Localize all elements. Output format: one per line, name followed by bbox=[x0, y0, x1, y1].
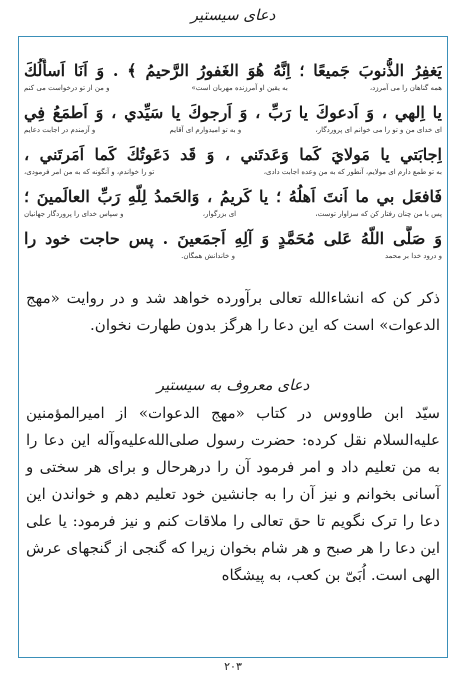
arabic-text: اِجابَتي يا مَولايَ كَما وَعَدتَني ، وَ قَد دَعَوتُكَ كَما اَمَرتَني ، bbox=[24, 145, 442, 164]
prayer-line bbox=[24, 226, 442, 266]
translation-part: به یقین او آمرزنده مهربان است» bbox=[191, 84, 288, 92]
translation-part: و به تو امیدوارم ای آقایم bbox=[169, 126, 242, 134]
arabic-text: يا اِلهي ، وَ اَدعوكَ يا رَبِّ ، وَ اَرجوكَ يا سَيِّدي ، وَ اَطمَعُ فِي bbox=[24, 103, 442, 122]
prayer-line bbox=[24, 184, 442, 224]
translation-row bbox=[24, 252, 442, 261]
translation-part: همه گناهان را می آمرزد، bbox=[369, 84, 442, 92]
paragraph-2: سیّد ابن طاووس در کتاب «مهج الدعوات» از امیرالمؤمنین علیه‌السلام نقل کرده: حضرت رسول صلی‌الله‌علیه‌وآله این دعا را به من تعلیم داد و امر فرمود آن را درهرحال و برای هر سختی و آسانی بخوانم و نیز آن را به جانشین خود تعلیم دهم و خواندن این دعا را ترک نگویم تا حق تعالی را ملاقات کنم و نیز فرمود: یا علی این دعا را هر صبح و هر شام بخوان زیرا که گنجی از گنجهای عرش الهی است. اُبَیّ بن کعب، به پیشگاه bbox=[26, 404, 440, 584]
paragraph-1: ذکر کن که انشاءالله تعالی برآورده خواهد شد و در روایت «مهج الدعوات» است که این دعا را هرگز بدون طهارت نخوان. bbox=[26, 289, 440, 334]
translation-part: و سپاس خدای را پروردگار جهانیان bbox=[24, 210, 124, 218]
page-number: ۲۰۳ bbox=[224, 660, 242, 673]
translation-part: و من از تو درخواست می کنم bbox=[24, 84, 110, 92]
prayer-line bbox=[24, 142, 442, 182]
translation-part: و درود خدا بر محمد bbox=[384, 252, 442, 260]
arabic-text: فَافعَل بي ما اَنتَ اَهلُهُ ؛ يا كَريمُ ، وَالحَمدُ لِلّهِ رَبِّ العالَمينَ ؛ bbox=[24, 187, 442, 206]
translation-part: به تو طمع دارم ای مولایم، آنطور که به من وعده اجابت دادی، bbox=[263, 168, 442, 176]
translation-row bbox=[24, 126, 442, 135]
prayer-line bbox=[24, 58, 442, 98]
translation-part: ای بزرگوار، bbox=[202, 210, 237, 218]
translation-part: و خاندانش همگان. bbox=[181, 252, 235, 260]
arabic-text: وَ صَلَّى اللّهُ عَلى مُحَمَّدٍ وَ آلِهِ اَجمَعينَ . پس حاجت خود را bbox=[24, 229, 442, 248]
section-title: دعای معروف به سیستیر bbox=[156, 376, 310, 394]
translation-part: تو را خواندم، و آنگونه که به من امر فرمودی، bbox=[24, 168, 155, 176]
running-header: دعای سیستیر bbox=[190, 6, 276, 24]
translation-part: پس با من چنان رفتار کن که سزاوار توست، bbox=[315, 210, 442, 218]
translation-row bbox=[24, 210, 442, 219]
arabic-text: يَغفِرُ الذُّنوبَ جَميعًا ؛ اِنَّهُ هُوَ الغَفورُ الرَّحيمُ ﴾ . وَ اَنَا اَسأَلُكَ bbox=[24, 61, 442, 80]
translation-row bbox=[24, 168, 442, 177]
translation-part: و آزمندم در اجابت دعایم bbox=[24, 126, 96, 134]
prayer-line bbox=[24, 100, 442, 140]
translation-part: ای خدای من و تو را می خوانم ای پروردگار، bbox=[315, 126, 442, 134]
translation-row bbox=[24, 84, 442, 93]
